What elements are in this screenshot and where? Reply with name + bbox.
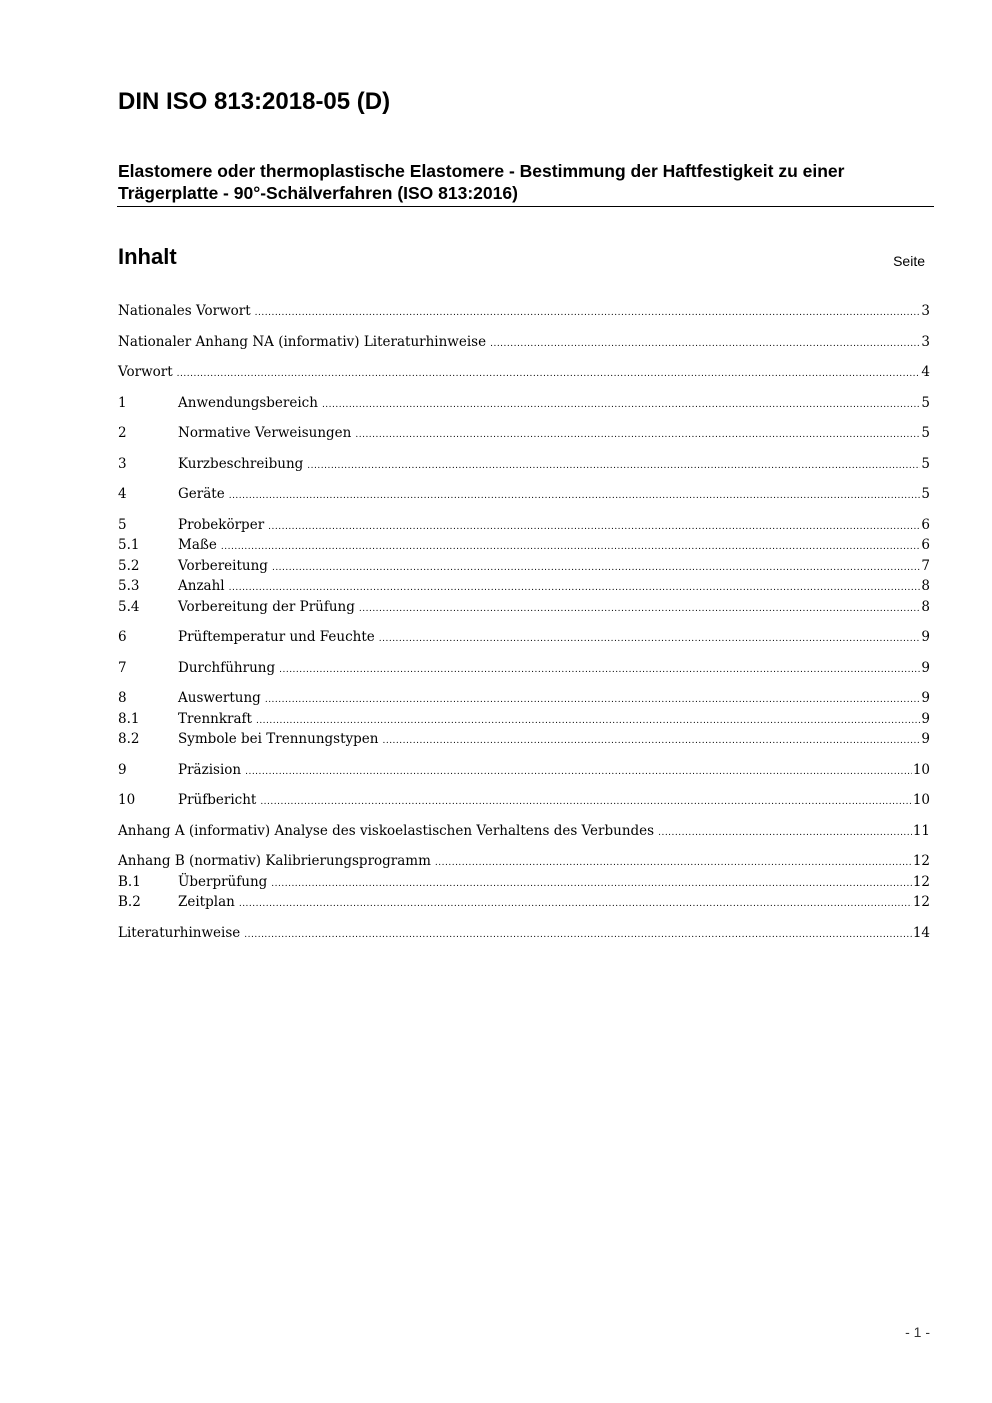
toc-leader-dots: [177, 364, 921, 385]
toc-entry[interactable]: [118, 709, 930, 730]
toc-entry-number: 5: [118, 516, 127, 533]
toc-entry[interactable]: [118, 658, 930, 679]
toc-entry-number: B.1: [118, 873, 141, 890]
toc-heading: Inhalt: [118, 244, 177, 269]
toc-entry[interactable]: [118, 923, 930, 944]
toc-entry-page: 3: [921, 303, 930, 319]
toc-entry-number: 6: [118, 629, 127, 645]
toc-entry-title: Kurzbeschreibung: [178, 455, 304, 472]
toc-entry-page: 9: [921, 629, 930, 645]
toc-entry[interactable]: [118, 851, 930, 872]
toc-leader-dots: [658, 823, 912, 844]
toc-entry[interactable]: [118, 576, 930, 597]
toc-entry-title: Auswertung: [178, 690, 261, 706]
toc-entry-number: 10: [118, 792, 136, 808]
toc-entry-page: 9: [921, 659, 930, 676]
toc-entry[interactable]: [118, 301, 930, 322]
toc-entry[interactable]: [118, 556, 930, 577]
toc-entry[interactable]: [118, 332, 930, 353]
table-of-contents: [118, 301, 930, 943]
toc-entry-title: Prüfbericht: [178, 792, 257, 808]
toc-entry-page: 14: [912, 924, 930, 941]
toc-entry-number: 1: [118, 394, 127, 411]
toc-entry-page: 8: [921, 598, 930, 615]
toc-entry-page: 12: [912, 894, 930, 910]
toc-entry-number: 2: [118, 425, 127, 441]
toc-entry-title: Prüftemperatur und Feuchte: [178, 629, 375, 645]
toc-entry-number: 8.2: [118, 731, 140, 747]
toc-entry-page: 9: [921, 690, 930, 706]
toc-entry-title: Vorwort: [118, 364, 173, 380]
toc-entry-title: Überprüfung: [178, 873, 268, 890]
toc-entry[interactable]: [118, 393, 930, 414]
toc-entry-number: 5.1: [118, 537, 140, 553]
toc-entry-page: 4: [921, 364, 930, 380]
toc-entry-number: 4: [118, 486, 127, 502]
toc-entry[interactable]: [118, 872, 930, 893]
toc-entry[interactable]: [118, 729, 930, 750]
toc-entry-title: Anhang A (informativ) Analyse des viskoelastischen Verhaltens des Verbundes: [118, 822, 655, 839]
toc-entry-title: Zeitplan: [178, 894, 235, 910]
toc-leader-dots: [382, 731, 920, 752]
toc-entry-page: 8: [921, 578, 930, 594]
toc-entry[interactable]: [118, 892, 930, 913]
toc-leader-dots: [490, 334, 920, 355]
toc-leader-dots: [268, 517, 920, 538]
toc-entry-page: 5: [921, 486, 930, 502]
toc-leader-dots: [279, 660, 920, 681]
toc-leader-dots: [260, 792, 912, 813]
toc-entry-title: Literaturhinweise: [118, 924, 241, 941]
toc-entry-number: 8: [118, 690, 127, 706]
toc-entry-page: 5: [921, 455, 930, 472]
toc-entry-title: Vorbereitung: [178, 557, 268, 574]
toc-leader-dots: [244, 925, 912, 946]
toc-entry-number: 3: [118, 455, 127, 472]
toc-entry-title: Nationaler Anhang NA (informativ) Literaturhinweise: [118, 333, 487, 350]
title-divider: [117, 206, 934, 207]
toc-entry-page: 7: [921, 557, 930, 574]
toc-leader-dots: [322, 395, 920, 416]
toc-entry[interactable]: [118, 515, 930, 536]
toc-entry-title: Trennkraft: [178, 710, 252, 727]
toc-entry-page: 6: [921, 537, 930, 553]
toc-leader-dots: [271, 874, 912, 895]
toc-leader-dots: [272, 558, 920, 579]
toc-leader-dots: [221, 537, 921, 558]
toc-entry-title: Symbole bei Trennungstypen: [178, 731, 379, 747]
toc-page-label: Seite: [893, 253, 925, 269]
toc-entry-page: 9: [921, 710, 930, 727]
toc-leader-dots: [245, 762, 912, 783]
toc-entry-title: Durchführung: [178, 659, 276, 676]
toc-entry-title: Geräte: [178, 486, 225, 502]
toc-entry[interactable]: [118, 597, 930, 618]
toc-entry-page: 11: [912, 822, 930, 839]
toc-entry[interactable]: [118, 362, 930, 383]
toc-leader-dots: [435, 853, 912, 874]
toc-leader-dots: [255, 303, 921, 324]
toc-entry-page: 3: [921, 333, 930, 350]
toc-entry-number: B.2: [118, 894, 141, 910]
toc-entry-title: Anhang B (normativ) Kalibrierungsprogramm: [118, 853, 431, 869]
toc-entry[interactable]: [118, 423, 930, 444]
toc-entry[interactable]: [118, 760, 930, 781]
toc-entry-page: 12: [912, 853, 930, 869]
toc-leader-dots: [256, 711, 920, 732]
toc-entry-title: Maße: [178, 537, 217, 553]
toc-entry[interactable]: [118, 627, 930, 648]
toc-entry-page: 5: [921, 394, 930, 411]
toc-leader-dots: [359, 599, 921, 620]
toc-entry-page: 12: [912, 873, 930, 890]
toc-entry[interactable]: [118, 821, 930, 842]
toc-entry-title: Vorbereitung der Prüfung: [178, 598, 355, 615]
toc-leader-dots: [229, 486, 921, 507]
toc-entry[interactable]: [118, 790, 930, 811]
toc-entry-number: 5.4: [118, 598, 140, 615]
toc-entry-title: Präzision: [178, 761, 242, 778]
toc-entry-title: Nationales Vorwort: [118, 303, 251, 319]
toc-entry-number: 8.1: [118, 710, 140, 727]
toc-leader-dots: [265, 690, 921, 711]
toc-leader-dots: [229, 578, 921, 599]
toc-entry[interactable]: [118, 688, 930, 709]
toc-entry[interactable]: [118, 484, 930, 505]
toc-entry-page: 9: [921, 731, 930, 747]
toc-entry-number: 5.2: [118, 557, 140, 574]
toc-entry-title: Anzahl: [178, 578, 225, 594]
toc-leader-dots: [355, 425, 920, 446]
document-title: DIN ISO 813:2018-05 (D): [118, 88, 391, 115]
toc-entry[interactable]: [118, 454, 930, 475]
toc-entry-number: 9: [118, 761, 127, 778]
page-number: - 1 -: [905, 1324, 930, 1340]
toc-leader-dots: [307, 456, 920, 477]
toc-leader-dots: [239, 894, 912, 915]
toc-entry[interactable]: [118, 535, 930, 556]
toc-entry-number: 7: [118, 659, 127, 676]
document-subtitle: Elastomere oder thermoplastische Elastomere - Bestimmung der Haftfestigkeit zu einer Trägerplatte - 90°-Schälverfahren (ISO 813:2016): [118, 161, 845, 203]
toc-entry-title: Anwendungsbereich: [178, 394, 318, 411]
toc-entry-page: 10: [912, 792, 930, 808]
toc-entry-page: 10: [912, 761, 930, 778]
toc-entry-number: 5.3: [118, 578, 140, 594]
toc-entry-page: 6: [921, 516, 930, 533]
toc-entry-page: 5: [921, 425, 930, 441]
toc-entry-title: Probekörper: [178, 516, 265, 533]
toc-leader-dots: [379, 629, 921, 650]
toc-entry-title: Normative Verweisungen: [178, 425, 352, 441]
